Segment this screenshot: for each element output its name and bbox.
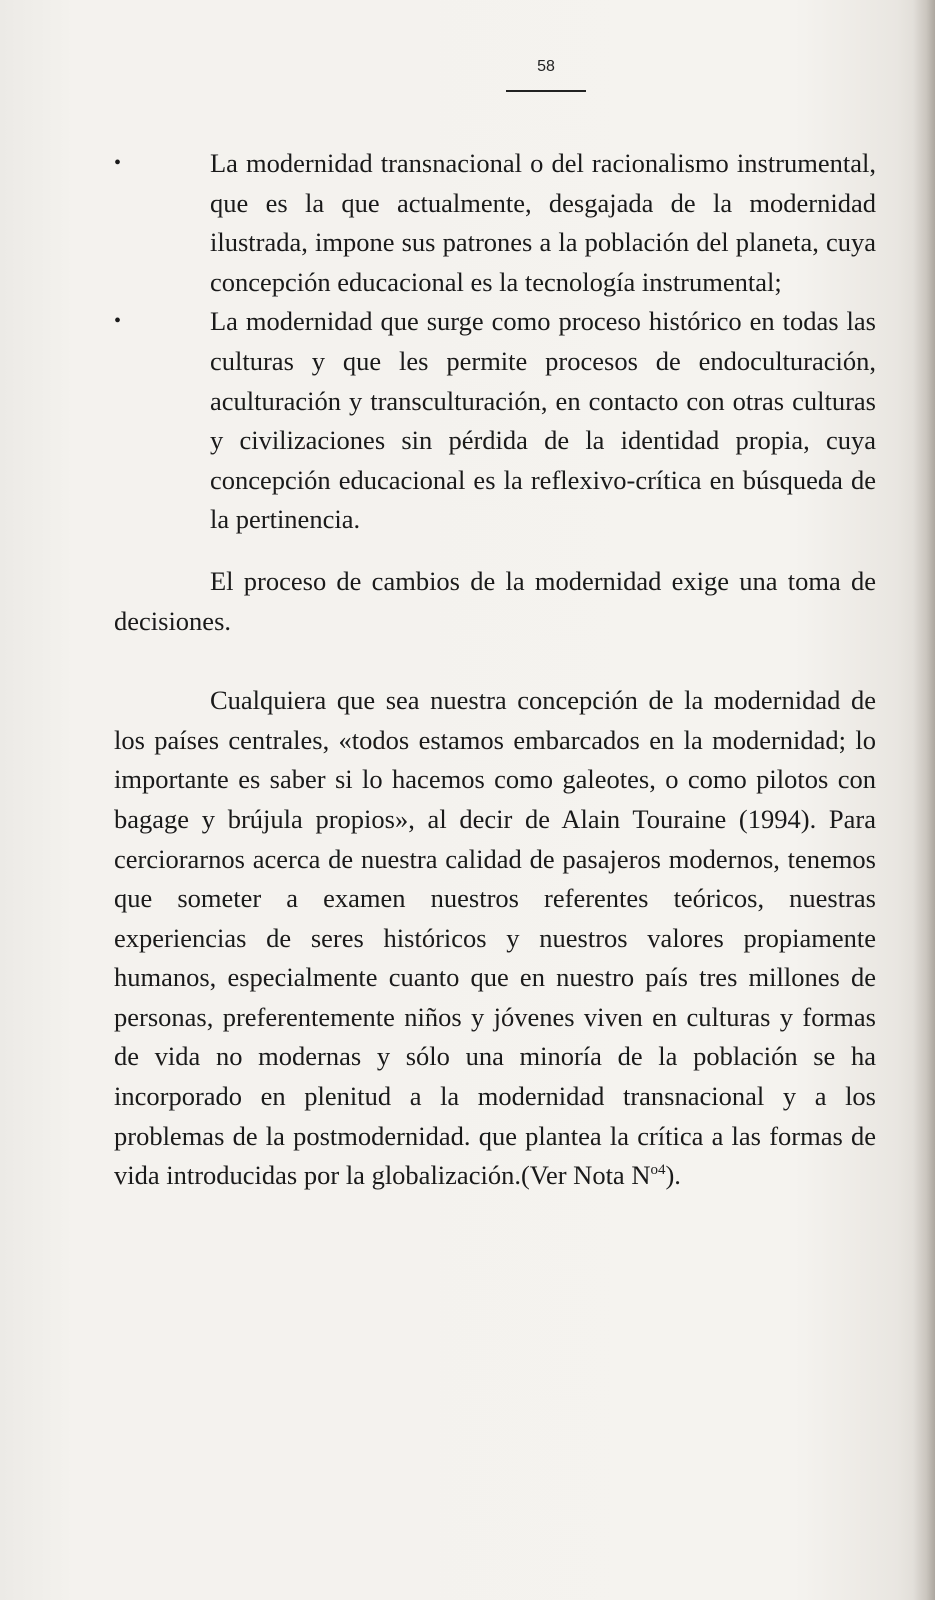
bullet-text: La modernidad transnacional o del racionalismo instrumental, que es la que actualmente, desgajada de la modernidad ilustrada, impone sus patrones a la población del planeta, cuya concepción educacional es la tecnología instrumental; bbox=[210, 148, 876, 297]
body-text bbox=[114, 144, 876, 1196]
note-superscript: o4 bbox=[650, 1162, 666, 1179]
paragraph-end: ). bbox=[665, 1160, 681, 1191]
bullet-item bbox=[114, 302, 876, 540]
bullet-text: La modernidad que surge como proceso histórico en todas las culturas y que les permite procesos de endoculturación, aculturación y transculturación, en contacto con otras culturas y civilizaciones sin pérdida de la identidad propia, cuya concepción educacional es la reflexivo-crítica en búsqueda de la pertinencia. bbox=[210, 306, 876, 535]
page-header bbox=[500, 56, 592, 92]
paragraph-text: El proceso de cambios de la modernidad exige una toma de decisiones. bbox=[114, 565, 876, 636]
header-rule bbox=[506, 90, 586, 92]
paragraph-text: Cualquiera que sea nuestra concepción de la modernidad de los países centrales, «todos estamos embarcados en la modernidad; lo importante es saber si lo hacemos como galeotes, o como pilotos con bagage y brújula propios», al decir de Alain Touraine (1994). Para cerciorarnos acerca de nuestra calidad de pasajeros modernos, tenemos que someter a examen nuestros referentes teóricos, nuestras experiencias de seres históricos y nuestros valores propiamente humanos, especialmente cuanto que en nuestro país tres millones de personas, preferentemente niños y jóvenes viven en culturas y formas de vida no modernas y sólo una minoría de la población se ha incorporado en plenitud a la modernidad transnacional y a los problemas de la postmodernidad. que plantea la crítica a las formas de vida introducidas por la globalización.(Ver Nota N bbox=[114, 685, 876, 1191]
page-edge-shadow bbox=[913, 0, 935, 1600]
paragraph bbox=[114, 562, 876, 641]
bullet-icon: • bbox=[114, 310, 122, 333]
bullet-item bbox=[114, 144, 876, 302]
page-number: 58 bbox=[537, 58, 555, 75]
bullet-icon: • bbox=[114, 152, 122, 174]
paragraph bbox=[114, 681, 876, 1196]
